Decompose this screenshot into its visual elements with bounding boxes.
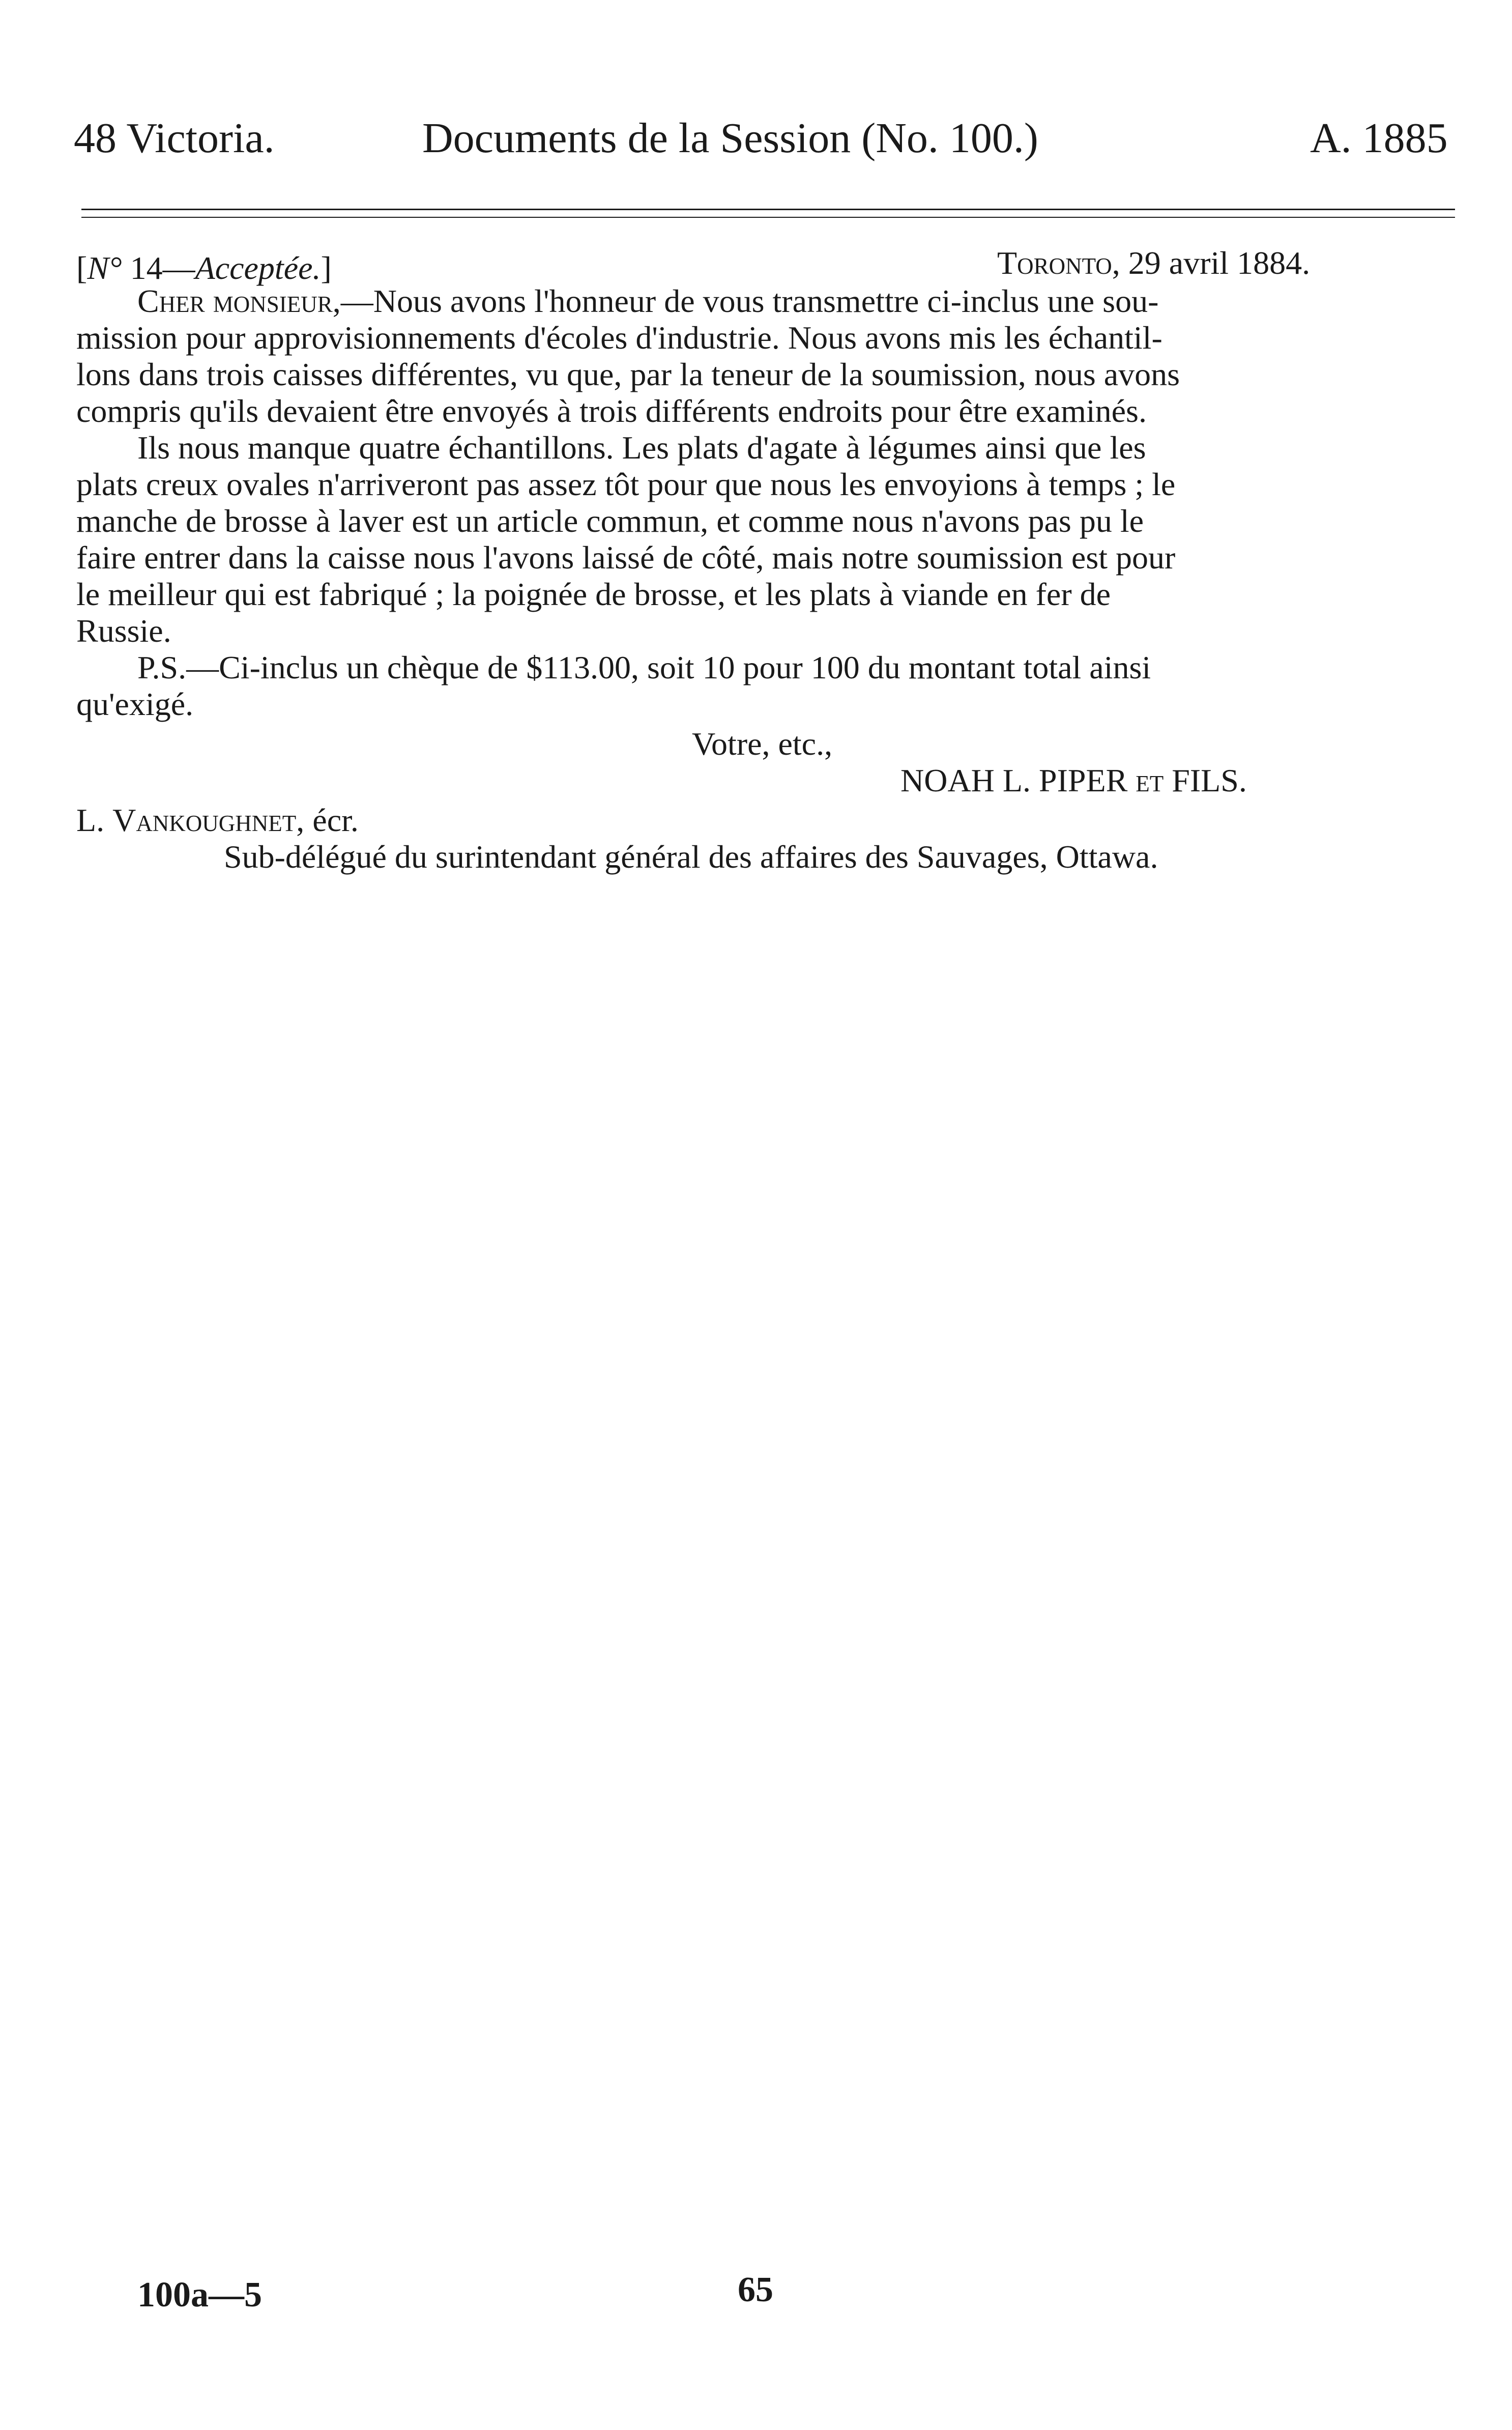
signature-name: NOAH L. PIPER [900, 762, 1128, 798]
header-rule-top [81, 209, 1455, 210]
paragraph-2-line: plats creux ovales n'arriveront pas assez tôt pour que nous les envoyions à temps ; le [76, 466, 1176, 502]
header-session-year: 48 Victoria. [74, 115, 275, 162]
letter-dateline [997, 247, 1310, 279]
recipient-position: Sub-délégué du surintendant général des affaires des Sauvages, Ottawa. [224, 839, 1158, 875]
paragraph-1-line: lons dans trois caisses différentes, vu que, par la teneur de la soumission, nous avons [76, 356, 1180, 392]
postscript-line: qu'exigé. [76, 686, 194, 722]
footer-signature-mark: 100a—5 [137, 2275, 262, 2314]
letter-place: Toronto [997, 245, 1112, 281]
paragraph-2-line: le meilleur qui est fabriqué ; la poignée de brosse, et les plats à viande en fer de [76, 576, 1111, 612]
paragraph-1-line: compris qu'ils devaient être envoyés à trois différents endroits pour être examinés. [76, 393, 1147, 429]
postscript-line: P.S.—Ci-inclus un chèque de $113.00, soit 10 pour 100 du montant total ainsi [137, 649, 1151, 685]
header-publication-year: A. 1885 [1310, 115, 1448, 162]
header-rule-bottom [81, 217, 1455, 218]
header-document-title: Documents de la Session (No. 100.) [422, 115, 1038, 162]
paragraph-1-line: mission pour approvisionnements d'écoles d'industrie. Nous avons mis les échantil- [76, 320, 1162, 356]
signature-connector: et [1136, 762, 1164, 798]
paragraph-2-line: faire entrer dans la caisse nous l'avons laissé de côté, mais notre soumission est pour [76, 539, 1176, 576]
signature-suffix: FILS. [1172, 762, 1247, 798]
letter-signature [900, 764, 1247, 797]
letter-reference: [N° 14—Acceptée.] [76, 250, 332, 286]
letter-closing: Votre, etc., [692, 726, 833, 762]
paragraph-1-lead: —Nous avons l'honneur de vous transmettre ci-inclus une sou- [340, 283, 1159, 319]
page-number: 65 [738, 2270, 773, 2309]
paragraph-1-first-line [137, 285, 1450, 318]
recipient-name: L. Vankoughnet, écr. [76, 802, 359, 838]
paragraph-2-line: Ils nous manque quatre échantillons. Les plats d'agate à légumes ainsi que les [137, 430, 1146, 466]
paragraph-2-line: Russie. [76, 613, 171, 649]
salutation: Cher monsieur, [137, 283, 341, 319]
paragraph-2-line: manche de brosse à laver est un article commun, et comme nous n'avons pas pu le [76, 503, 1144, 539]
letter-date: , 29 avril 1884. [1112, 245, 1311, 281]
